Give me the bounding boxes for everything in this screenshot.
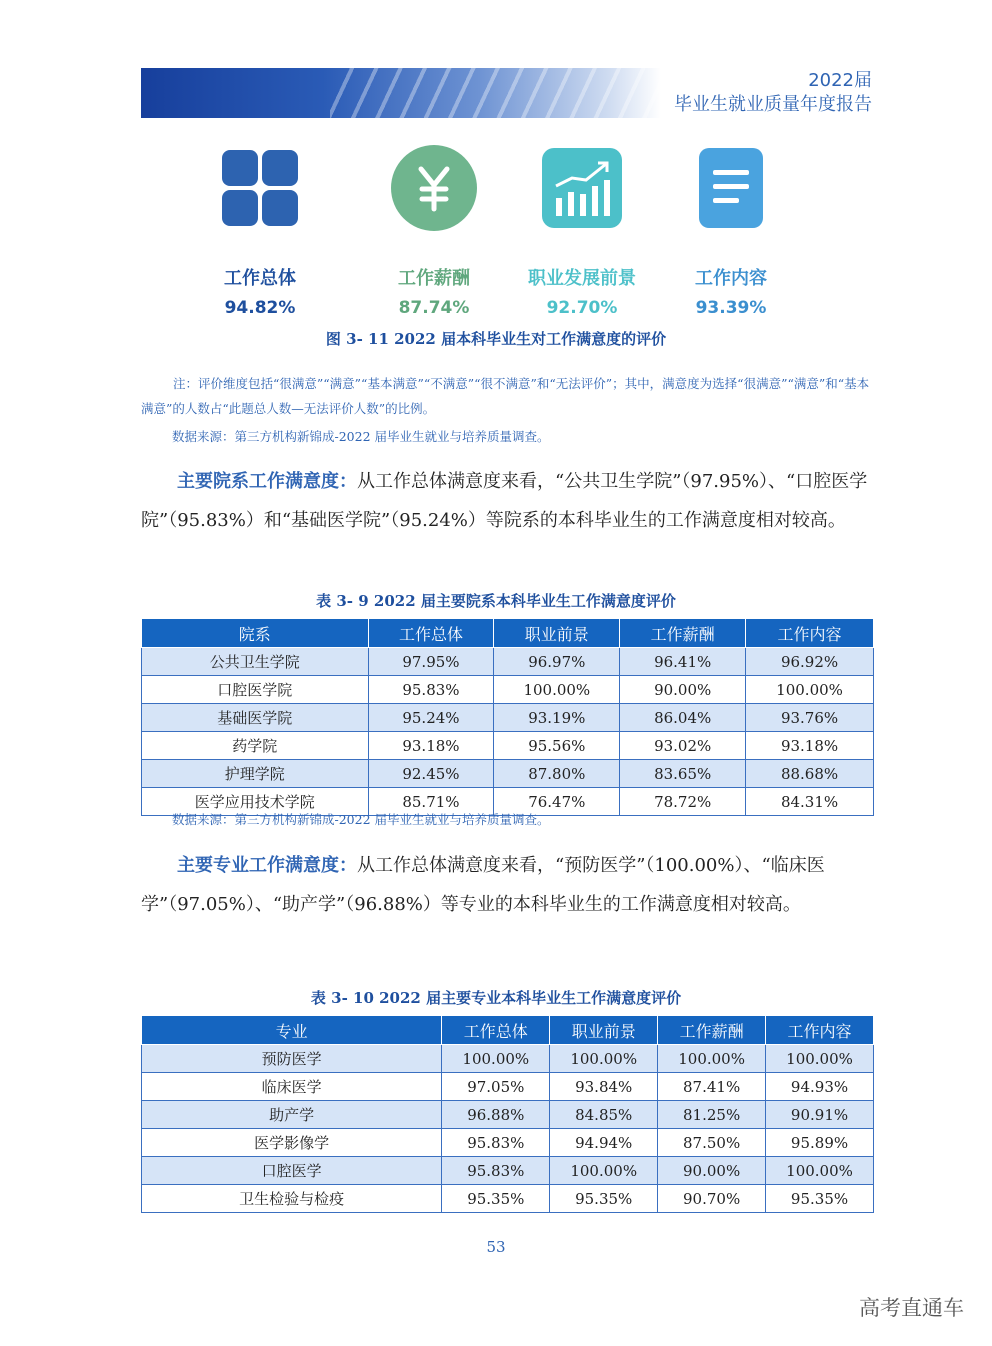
table-cell: 84.85% [550,1101,658,1129]
column-header: 工作薪酬 [620,619,746,648]
table-cell: 87.80% [494,760,620,788]
note-source: 数据来源：第三方机构新锦成-2022 届毕业生就业与培养质量调查。 [172,429,550,444]
metric-salary [354,148,514,318]
table-cell: 90.00% [620,676,746,704]
table-cell: 助产学 [142,1101,442,1129]
table-cell: 医学影像学 [142,1129,442,1157]
table-row [142,732,874,760]
table-cell: 93.02% [620,732,746,760]
table-cell: 95.83% [442,1129,550,1157]
paragraph-body: 从工作总体满意度来看，“预防医学”（100.00%）、“临床医学”（97.05%）、“助产学”（96.88%）等专业的本科毕业生的工作满意度相对较高。 [141,855,825,915]
table-cell: 94.93% [766,1073,874,1101]
metric-label: 工作总体 [224,268,296,289]
table-header-row [142,619,874,648]
majors-table [141,1015,874,1213]
table-cell: 口腔医学 [142,1157,442,1185]
table-cell: 84.31% [746,788,874,816]
table-cell: 93.18% [746,732,874,760]
table-cell: 100.00% [550,1157,658,1185]
table-cell: 药学院 [142,732,369,760]
metric-value: 94.82% [224,298,296,318]
column-header: 工作内容 [746,619,874,648]
column-header: 工作内容 [766,1016,874,1045]
table-cell: 93.18% [368,732,494,760]
table-cell: 90.00% [658,1157,766,1185]
yen-icon [391,145,477,231]
table-cell: 86.04% [620,704,746,732]
paragraph-lead: 主要院系工作满意度： [177,471,357,492]
table2-caption: 表 3- 10 2022 届主要专业本科毕业生工作满意度评价 [310,989,682,1007]
table-cell: 76.47% [494,788,620,816]
metric-label: 工作内容 [695,268,767,289]
table-cell: 预防医学 [142,1045,442,1073]
table-cell: 96.41% [620,648,746,676]
table-cell: 78.72% [620,788,746,816]
table-cell: 87.50% [658,1129,766,1157]
watermark-text: 高考直通车 [859,1296,964,1320]
paragraph-departments [141,462,876,540]
grid-icon [220,148,300,228]
table-row [142,1185,874,1213]
metric-content [651,148,811,318]
table-cell: 93.19% [494,704,620,732]
figure-caption: 图 3- 11 2022 届本科毕业生对工作满意度的评价 [325,330,667,348]
table-cell: 96.88% [442,1101,550,1129]
table-cell: 97.05% [442,1073,550,1101]
column-header: 工作薪酬 [658,1016,766,1045]
departments-table [141,618,874,816]
table-cell: 97.95% [368,648,494,676]
document-icon [691,148,771,228]
column-header: 院系 [142,619,369,648]
column-header: 职业前景 [550,1016,658,1045]
table-cell: 护理学院 [142,760,369,788]
table-cell: 87.41% [658,1073,766,1101]
metric-value: 92.70% [546,298,618,318]
metric-value: 93.39% [695,298,767,318]
table-cell: 88.68% [746,760,874,788]
table-cell: 93.76% [746,704,874,732]
table-row [142,704,874,732]
metric-label: 职业发展前景 [528,268,636,289]
table-cell: 95.83% [442,1157,550,1185]
table-cell: 96.92% [746,648,874,676]
table-cell: 95.35% [766,1185,874,1213]
table-cell: 96.97% [494,648,620,676]
table-cell: 93.84% [550,1073,658,1101]
chart-icon [542,148,622,228]
column-header: 职业前景 [494,619,620,648]
table-cell: 95.24% [368,704,494,732]
table-row [142,1073,874,1101]
table-cell: 100.00% [746,676,874,704]
table-cell: 85.71% [368,788,494,816]
table-cell: 81.25% [658,1101,766,1129]
paragraph-body: 从工作总体满意度来看，“公共卫生学院”（97.95%）、“口腔医学院”（95.83%）和“基础医学院”（95.24%）等院系的本科毕业生的工作满意度相对较高。 [141,471,868,531]
table-cell: 医学应用技术学院 [142,788,369,816]
paragraph-lead: 主要专业工作满意度： [177,855,357,876]
metric-value: 87.74% [398,298,470,318]
table-header-row [142,1016,874,1045]
table1-caption: 表 3- 9 2022 届主要院系本科毕业生工作满意度评价 [316,592,676,610]
table-row [142,760,874,788]
table-cell: 100.00% [766,1157,874,1185]
table-row [142,648,874,676]
table-row [142,676,874,704]
table-cell: 卫生检验与检疫 [142,1185,442,1213]
table-row [142,1101,874,1129]
table-cell: 90.70% [658,1185,766,1213]
table-cell: 口腔医学院 [142,676,369,704]
table-cell: 95.89% [766,1129,874,1157]
header-banner-stripes [330,68,660,118]
report-title: 毕业生就业质量年度报告 [674,94,872,115]
paragraph-majors [141,846,876,924]
table-cell: 95.83% [368,676,494,704]
table-cell: 95.56% [494,732,620,760]
table-cell: 92.45% [368,760,494,788]
table-cell: 100.00% [550,1045,658,1073]
table-cell: 94.94% [550,1129,658,1157]
table-cell: 95.35% [550,1185,658,1213]
table1-source: 数据来源：第三方机构新锦成-2022 届毕业生就业与培养质量调查。 [172,812,550,827]
table-row [142,1157,874,1185]
table-cell: 基础医学院 [142,704,369,732]
metric-overall [180,148,340,318]
table-cell: 90.91% [766,1101,874,1129]
table-cell: 100.00% [658,1045,766,1073]
column-header: 专业 [142,1016,442,1045]
table-cell: 100.00% [442,1045,550,1073]
note-text: 注：评价维度包括“很满意”“满意”“基本满意”“不满意”“很不满意”和“无法评价”；其中，满意度为选择“很满意”“满意”和“基本满意”的人数占“此题总人数—无法评价人数”的比例。 [141,376,870,416]
metric-career-prospect [502,148,662,318]
report-header [674,70,872,118]
table-row [142,1129,874,1157]
metric-label: 工作薪酬 [398,268,470,289]
column-header: 工作总体 [442,1016,550,1045]
table-cell: 公共卫生学院 [142,648,369,676]
table-cell: 95.35% [442,1185,550,1213]
table-cell: 临床医学 [142,1073,442,1101]
page-number: 53 [486,1238,506,1256]
report-year: 2022届 [808,70,872,91]
table-row [142,1045,874,1073]
table-cell: 83.65% [620,760,746,788]
table-cell: 100.00% [494,676,620,704]
column-header: 工作总体 [368,619,494,648]
table-cell: 100.00% [766,1045,874,1073]
